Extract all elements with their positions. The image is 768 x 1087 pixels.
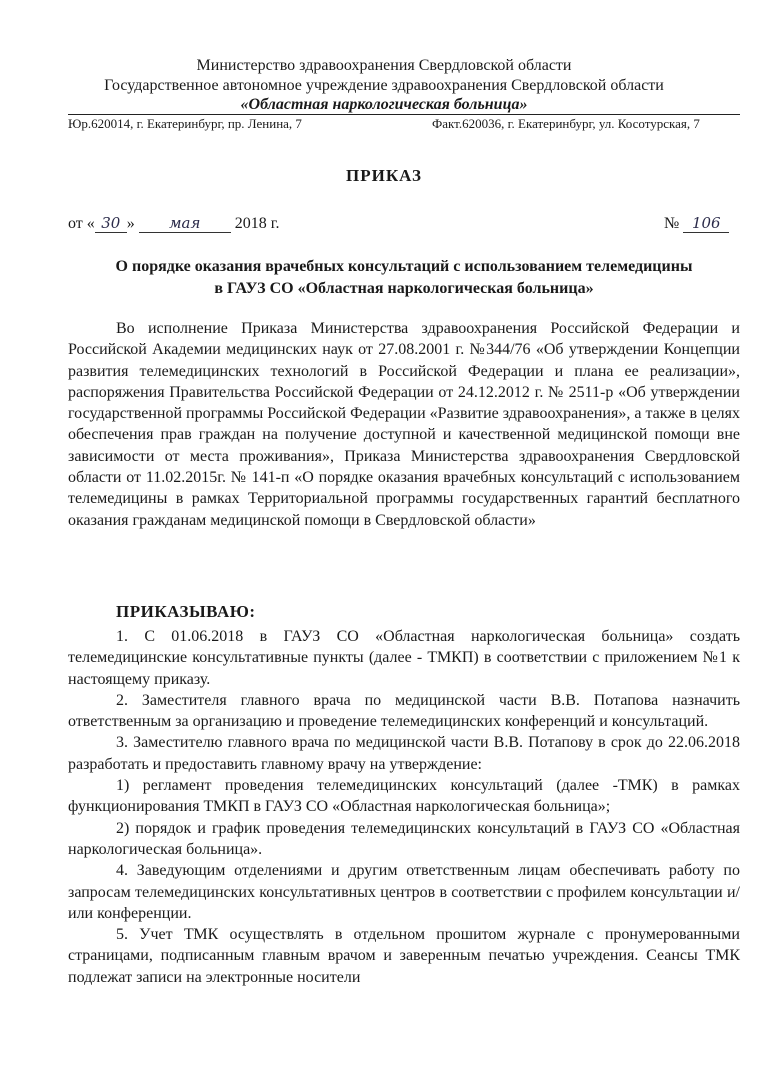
header-divider (68, 114, 740, 115)
order-item: 4. Заведующим отделениями и другим ответственным лицам обеспечивать работу по запросам телемедицинских консультативных центров в соответствии с профилем консультации и/или конференции. (68, 862, 740, 922)
ministry-line: Министерство здравоохранения Свердловской области (196, 57, 572, 74)
order-number (664, 214, 729, 233)
legal-address: Юр.620014, г. Екатеринбург, пр. Ленина, 7 (68, 116, 302, 131)
institution-line: Государственное автономное учреждение здравоохранения Свердловской области (104, 77, 664, 94)
preamble-paragraph: Во исполнение Приказа Министерства здравоохранения Российской Федерации и Российской Академии медицинских наук от 27.08.2001 г. №344/76 «Об утверждении Концепции развития телемедицинских технологий в Российской Федерации и плана ее реализации», распоряжения Правительства Российской Федерации от 24.12.2012 г. № 2511-р «Об утверждении государственной программы Российской Федерации «Развитие здравоохранения», а также в целях обеспечения прав граждан на получение доступной и качественной медицинской помощи вне зависимости от места проживания», Приказа Министерства здравоохранения Свердловской области от 11.02.2015г. № 141-п «О порядке оказания врачебных консультаций с использованием телемедицины в рамках Территориальной программы государственных гарантий бесплатного оказания гражданам медицинской помощи в Свердловской области» (68, 320, 741, 529)
number-value: 106 (683, 214, 729, 233)
order-item: 3. Заместителю главного врача по медицинской части В.В. Потапову в срок до 22.06.2018 разработать и предоставить главному врачу на утверждение: (68, 734, 740, 773)
number-prefix: № (664, 215, 680, 232)
subject-line-2: в ГАУЗ СО «Областная наркологическая больница» (214, 280, 594, 297)
subject-line-1: О порядке оказания врачебных консультаций с использованием телемедицины (115, 258, 693, 275)
order-items (68, 626, 740, 988)
date-year: 2018 г. (234, 215, 280, 232)
order-date (68, 214, 280, 233)
date-prefix: от « (68, 215, 95, 232)
orders-heading: ПРИКАЗЫВАЮ: (116, 602, 256, 621)
order-item: 1. С 01.06.2018 в ГАУЗ СО «Областная наркологическая больница» создать телемедицинские консультативные пункты (далее - ТМКП) в соответствии с приложением №1 к настоящему приказу. (68, 628, 740, 688)
order-subitem: 1) регламент проведения телемедицинских консультаций (далее -ТМК) в рамках функционирования ТМКП в ГАУЗ СО «Областная наркологическая больница»; (68, 777, 740, 816)
hospital-name: «Областная наркологическая больница» (240, 96, 528, 113)
order-item: 5. Учет ТМК осуществлять в отдельном прошитом журнале с пронумерованными страницами, подписанным главным врачом и заверенным печатью учреждения. Сеансы ТМК подлежат записи на электронные носители (68, 926, 740, 986)
order-subitem: 2) порядок и график проведения телемедицинских консультаций в ГАУЗ СО «Областная наркологическая больница». (68, 819, 740, 858)
order-subject (68, 256, 740, 300)
date-day: 30 (95, 214, 127, 233)
date-month: мая (139, 214, 231, 233)
actual-address: Факт.620036, г. Екатеринбург, ул. Косотурская, 7 (432, 116, 700, 131)
date-mid: » (126, 215, 135, 232)
order-item: 2. Заместителя главного врача по медицинской части В.В. Потапова назначить ответственным за организацию и проведение телемедицинских конференций и консультаций. (68, 691, 740, 731)
document-title: ПРИКАЗ (346, 166, 422, 185)
